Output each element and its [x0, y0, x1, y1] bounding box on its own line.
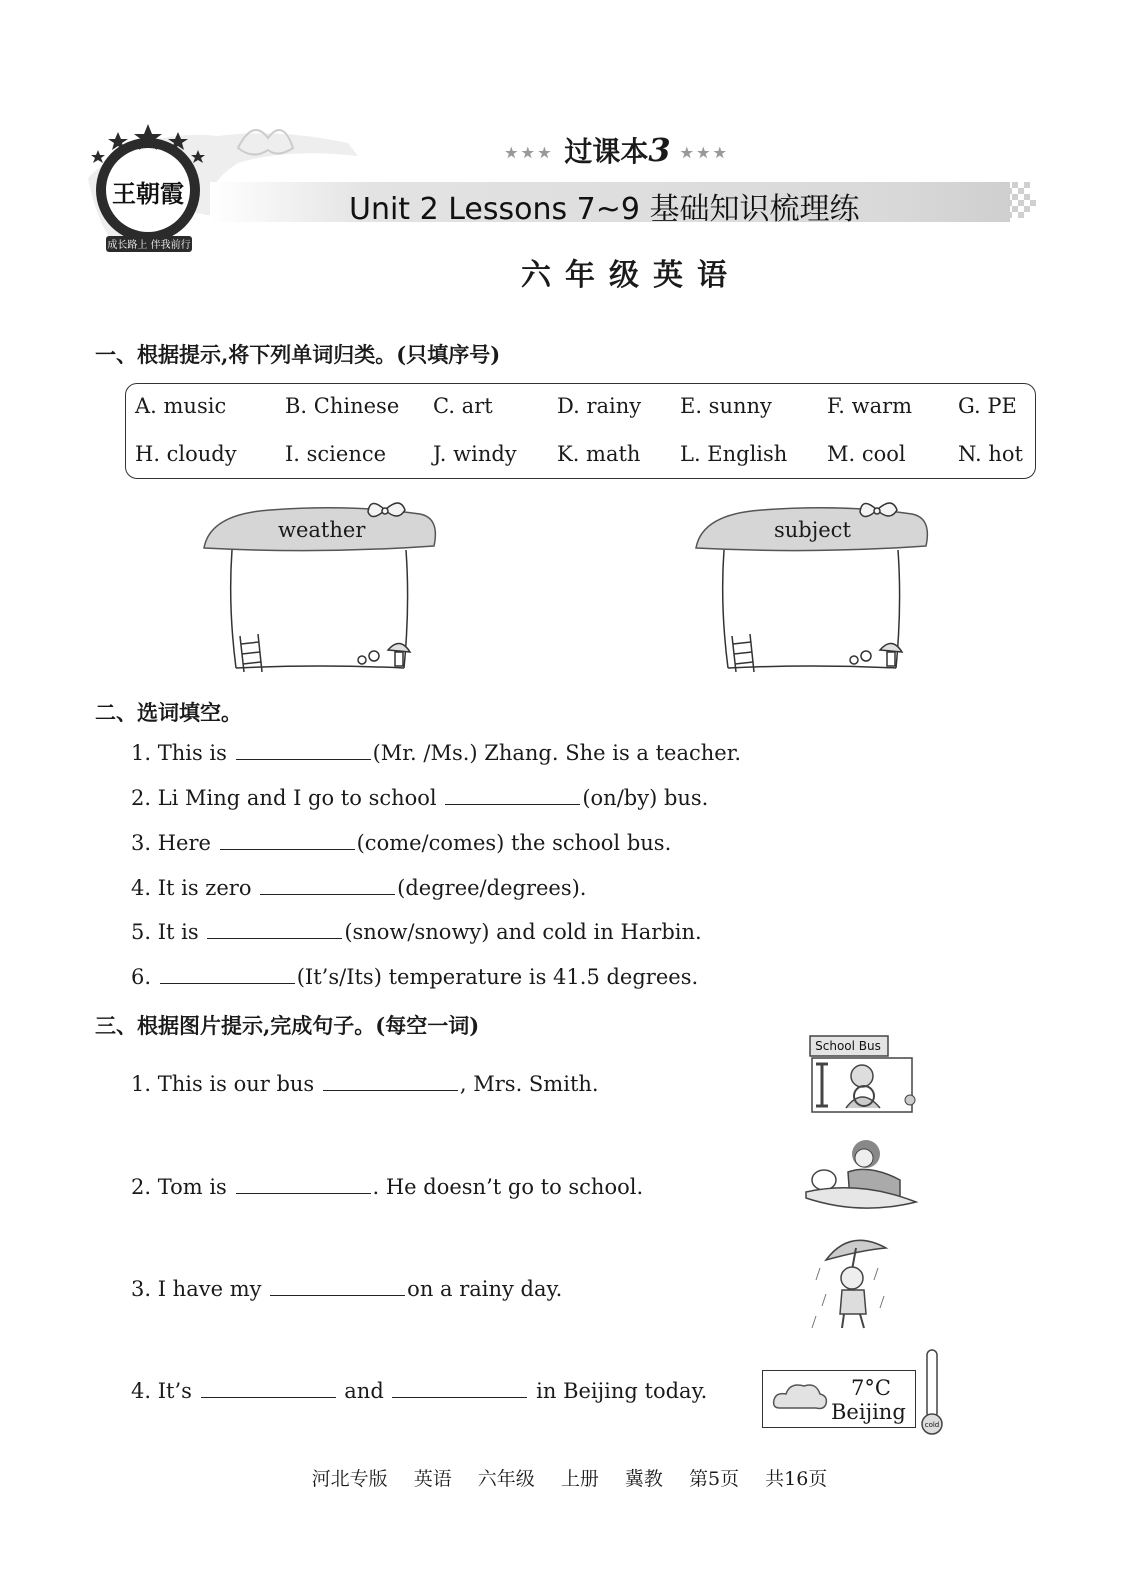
- answer-blank[interactable]: [445, 786, 580, 805]
- question-text: 1. This is our bus: [131, 1072, 315, 1096]
- fill-question: [131, 876, 586, 900]
- footer-item: 共16页: [765, 1468, 828, 1490]
- question-text: 3. Here: [131, 831, 211, 855]
- weather-label: weather: [278, 518, 366, 542]
- word-item: E. sunny: [680, 394, 772, 418]
- question-text: . He doesn’t go to school.: [372, 1175, 644, 1199]
- picture-question: [131, 1277, 562, 1301]
- question-text: (Mr. /Ms.) Zhang. She is a teacher.: [372, 741, 742, 765]
- word-item: G. PE: [958, 394, 1017, 418]
- question-text: , Mrs. Smith.: [459, 1072, 599, 1096]
- answer-blank[interactable]: [160, 965, 295, 984]
- star-icon: ★★★: [505, 145, 555, 162]
- picture-question: [131, 1175, 643, 1199]
- word-item: I. science: [285, 442, 387, 466]
- answer-blank[interactable]: [220, 831, 355, 850]
- word-item: C. art: [433, 394, 493, 418]
- series-label: 过课本: [564, 135, 649, 168]
- word-item: A. music: [135, 394, 227, 418]
- series-title: [505, 130, 730, 170]
- answer-blank[interactable]: [236, 741, 371, 760]
- word-item: H. cloudy: [135, 442, 237, 466]
- footer-item: 冀教: [624, 1468, 663, 1490]
- ladder-icon: [240, 634, 262, 672]
- logo-text: 王朝霞: [112, 179, 184, 208]
- word-item: L. English: [680, 442, 788, 466]
- footer-item: 第5页: [688, 1468, 740, 1490]
- page-footer: [0, 1464, 1139, 1491]
- word-item: B. Chinese: [285, 394, 400, 418]
- word-bank: [125, 383, 1036, 479]
- question-text: 4. It is zero: [131, 876, 252, 900]
- question-text: 3. I have my: [131, 1277, 262, 1301]
- answer-blank[interactable]: [323, 1072, 458, 1091]
- weather-temperature: 7°C: [851, 1376, 891, 1400]
- answer-blank[interactable]: [260, 876, 395, 895]
- section3-heading: 三、根据图片提示,完成句子。(每空一词): [95, 1013, 480, 1038]
- banner-checker-pattern: [1000, 182, 1036, 222]
- footer-item: 河北专版: [311, 1468, 388, 1490]
- mushroom-icon: [850, 643, 902, 666]
- question-text: and: [344, 1379, 384, 1403]
- ladder-icon: [732, 634, 754, 672]
- question-text: 4. It’s: [131, 1379, 192, 1403]
- word-item: K. math: [557, 442, 641, 466]
- question-text: 2. Tom is: [131, 1175, 227, 1199]
- word-item: M. cool: [827, 442, 906, 466]
- question-text: (come/comes) the school bus.: [356, 831, 672, 855]
- page-subtitle: 六年级英语: [521, 258, 741, 293]
- logo-banner: 成长路上 伴我前行: [107, 240, 191, 251]
- fill-question: [131, 965, 698, 989]
- question-text: (degree/degrees).: [397, 876, 587, 900]
- question-text: 5. It is: [131, 920, 199, 944]
- word-item: N. hot: [958, 442, 1023, 466]
- fill-question: [131, 920, 702, 944]
- thermometer-icon: [918, 1348, 946, 1436]
- answer-blank[interactable]: [207, 920, 342, 939]
- fill-question: [131, 741, 741, 765]
- question-text: (snow/snowy) and cold in Harbin.: [344, 920, 702, 944]
- bus-sign-text: School Bus: [815, 1039, 881, 1053]
- question-text: 6.: [131, 965, 152, 989]
- school-bus-driver-picture: [806, 1034, 926, 1116]
- answer-blank[interactable]: [201, 1379, 336, 1398]
- question-text: 2. Li Ming and I go to school: [131, 786, 437, 810]
- series-number: 3: [648, 131, 671, 169]
- cloud-icon: [770, 1378, 830, 1418]
- weather-city: Beijing: [831, 1400, 906, 1424]
- picture-question: [131, 1379, 707, 1403]
- word-item: J. windy: [433, 442, 517, 466]
- unit-title: Unit 2 Lessons 7~9 基础知识梳理练: [349, 192, 860, 227]
- thermometer-label: cold: [924, 1421, 940, 1429]
- star-icon: ★★★: [680, 145, 731, 162]
- question-text: on a rainy day.: [407, 1277, 563, 1301]
- section1-heading: 一、根据提示,将下列单词归类。(只填序号): [95, 342, 501, 367]
- picture-question: [131, 1072, 599, 1096]
- fill-question: [131, 786, 708, 810]
- answer-blank[interactable]: [270, 1277, 405, 1296]
- answer-blank[interactable]: [392, 1379, 527, 1398]
- footer-item: 六年级: [477, 1468, 535, 1490]
- fill-question: [131, 831, 671, 855]
- question-text: (It’s/Its) temperature is 41.5 degrees.: [296, 965, 699, 989]
- question-text: (on/by) bus.: [582, 786, 709, 810]
- footer-item: 上册: [560, 1468, 599, 1490]
- answer-blank[interactable]: [236, 1175, 371, 1194]
- child-with-umbrella-picture: [808, 1234, 928, 1334]
- question-text: 1. This is: [131, 741, 227, 765]
- sick-boy-in-bed-picture: [800, 1136, 920, 1218]
- mushroom-icon: [358, 643, 410, 666]
- word-item: D. rainy: [557, 394, 642, 418]
- word-item: F. warm: [827, 394, 913, 418]
- question-text: in Beijing today.: [536, 1379, 708, 1403]
- footer-item: 英语: [413, 1468, 452, 1490]
- section2-heading: 二、选词填空。: [95, 700, 242, 725]
- subject-label: subject: [774, 518, 851, 542]
